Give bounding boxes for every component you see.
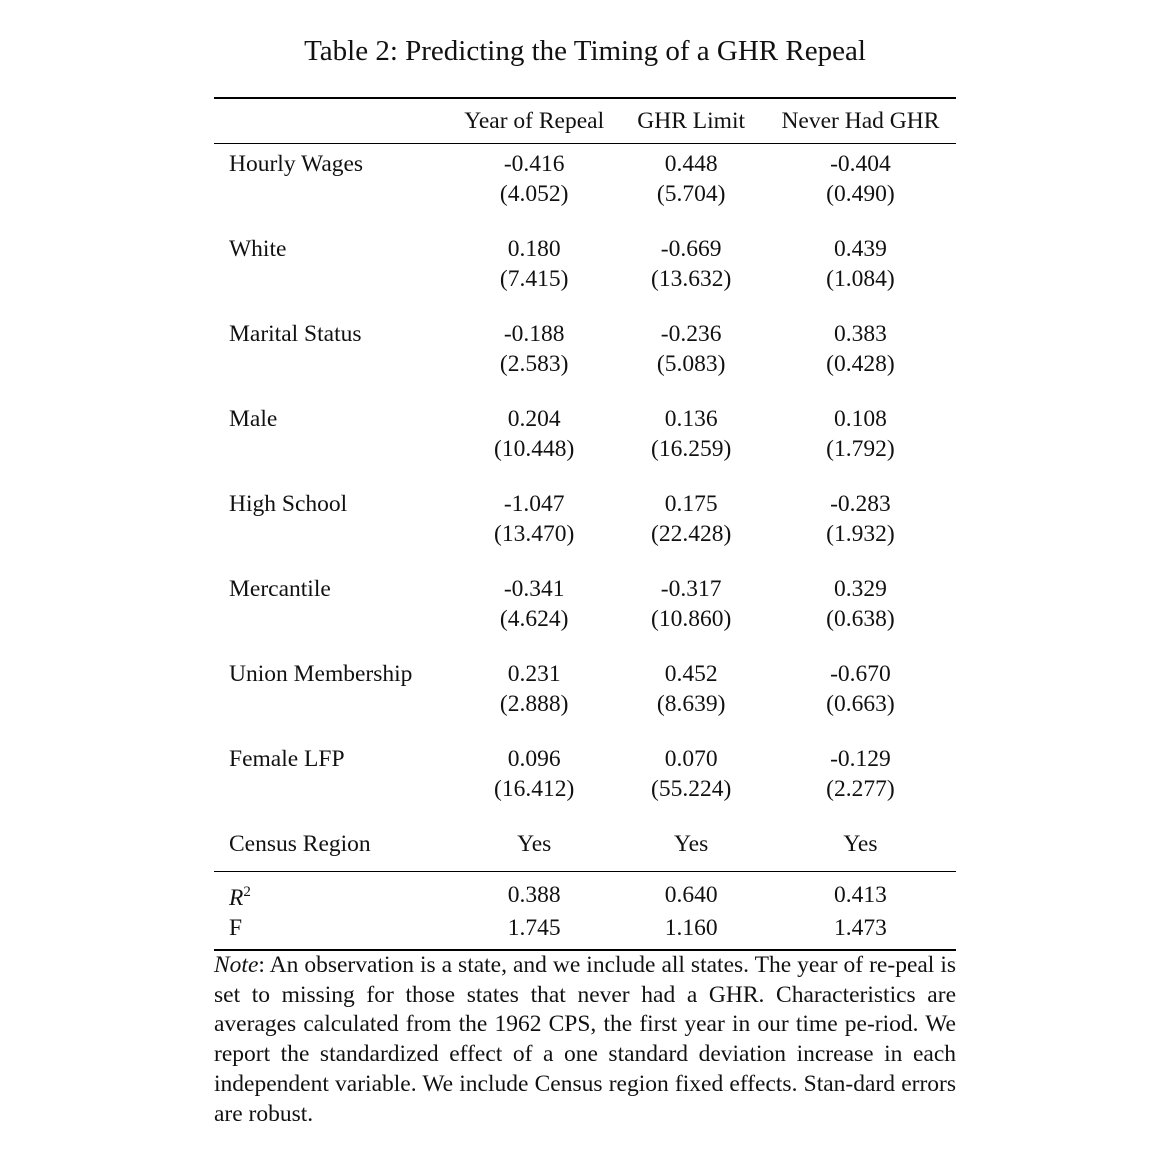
spacer-cell	[214, 549, 451, 574]
r-squared-label	[214, 872, 451, 914]
coefficient-cell: -0.416	[503, 151, 565, 177]
header-year-of-repeal: Year of Repeal	[451, 98, 618, 144]
table-row	[214, 404, 956, 434]
coefficient-cell: 0.136	[664, 406, 718, 432]
f-stat-cell: 1.160	[617, 913, 764, 950]
coefficient-cell: -0.669	[660, 236, 722, 262]
spacer-cell	[451, 379, 618, 404]
row-label: Female LFP	[229, 746, 345, 772]
row-label: Male	[229, 406, 278, 432]
std-error-cell: (10.448)	[494, 436, 575, 462]
row-label-empty	[214, 434, 451, 464]
std-error-cell: (2.277)	[826, 776, 895, 802]
spacer-cell	[765, 464, 956, 489]
row-label: Census Region	[214, 829, 451, 872]
spacer-cell	[451, 209, 618, 234]
regression-table	[214, 97, 956, 951]
spacer-cell	[451, 549, 618, 574]
spacer-cell	[214, 719, 451, 744]
spacer-cell	[214, 804, 451, 829]
census-region-cell: Yes	[617, 829, 764, 872]
table-row-se	[214, 264, 956, 294]
row-spacer	[214, 634, 956, 659]
table-row	[214, 659, 956, 689]
r-squared-base: R	[229, 885, 244, 911]
row-spacer	[214, 719, 956, 744]
coefficient-cell: -0.283	[830, 491, 891, 517]
table-row	[214, 234, 956, 264]
spacer-cell	[214, 464, 451, 489]
row-spacer	[214, 464, 956, 489]
coefficient-cell: -0.341	[503, 576, 565, 602]
coefficient-cell: 0.070	[664, 746, 718, 772]
table-body	[214, 144, 956, 951]
coefficient-cell: 0.383	[833, 321, 887, 347]
coefficient-cell: 0.180	[507, 236, 561, 262]
coefficient-cell: 0.175	[664, 491, 718, 517]
std-error-cell: (0.428)	[826, 351, 895, 377]
std-error-cell: (7.415)	[499, 266, 569, 292]
table-row	[214, 144, 956, 180]
spacer-cell	[765, 634, 956, 659]
row-label-empty	[214, 179, 451, 209]
std-error-cell: (2.583)	[499, 351, 569, 377]
r-squared-superscript: 2	[243, 884, 251, 900]
std-error-cell: (8.639)	[656, 691, 726, 717]
spacer-cell	[765, 379, 956, 404]
row-label-empty	[214, 349, 451, 379]
coefficient-cell: 0.329	[833, 576, 887, 602]
note-label: Note	[214, 952, 259, 978]
table-row-se	[214, 689, 956, 719]
spacer-cell	[451, 719, 618, 744]
coefficient-cell: 0.096	[507, 746, 561, 772]
row-label-empty	[214, 689, 451, 719]
std-error-cell: (10.860)	[651, 606, 732, 632]
row-spacer	[214, 294, 956, 319]
row-label-empty	[214, 774, 451, 804]
std-error-cell: (0.490)	[826, 181, 895, 207]
coefficient-cell: 0.204	[507, 406, 561, 432]
table-row	[214, 319, 956, 349]
coefficient-cell: 0.452	[664, 661, 718, 687]
table-row	[214, 489, 956, 519]
row-spacer	[214, 549, 956, 574]
spacer-cell	[617, 294, 764, 319]
r-squared-cell: 0.640	[664, 882, 718, 908]
f-stat-cell: 1.745	[451, 913, 618, 950]
spacer-cell	[765, 209, 956, 234]
coefficient-cell: -0.236	[660, 321, 722, 347]
spacer-cell	[214, 634, 451, 659]
coefficient-cell: -0.317	[660, 576, 722, 602]
row-label: Hourly Wages	[229, 151, 364, 177]
std-error-cell: (0.638)	[826, 606, 895, 632]
std-error-cell: (16.412)	[494, 776, 575, 802]
table-row-se	[214, 434, 956, 464]
coefficient-cell: -0.404	[830, 151, 891, 177]
spacer-cell	[451, 294, 618, 319]
row-spacer	[214, 804, 956, 829]
spacer-cell	[765, 549, 956, 574]
spacer-cell	[451, 634, 618, 659]
spacer-cell	[617, 464, 764, 489]
coefficient-cell: 0.439	[833, 236, 887, 262]
table-row-se	[214, 604, 956, 634]
r-squared-row	[214, 872, 956, 914]
table-row-se	[214, 519, 956, 549]
spacer-cell	[617, 379, 764, 404]
spacer-cell	[617, 634, 764, 659]
row-label: High School	[229, 491, 348, 517]
f-stat-label: F	[214, 913, 451, 950]
spacer-cell	[214, 379, 451, 404]
coefficient-cell: -0.188	[503, 321, 565, 347]
spacer-cell	[451, 804, 618, 829]
spacer-cell	[765, 804, 956, 829]
table-note	[214, 951, 956, 1129]
std-error-cell: (55.224)	[651, 776, 732, 802]
spacer-cell	[765, 294, 956, 319]
spacer-cell	[617, 804, 764, 829]
coefficient-cell: 0.448	[664, 151, 718, 177]
std-error-cell: (4.052)	[499, 181, 569, 207]
std-error-cell: (22.428)	[651, 521, 732, 547]
spacer-cell	[617, 719, 764, 744]
table-header-row	[214, 98, 956, 144]
row-label-empty	[214, 604, 451, 634]
r-squared-cell: 0.413	[833, 882, 887, 908]
census-region-cell: Yes	[451, 829, 618, 872]
std-error-cell: (13.632)	[651, 266, 732, 292]
row-label: Mercantile	[229, 576, 331, 602]
row-label-empty	[214, 264, 451, 294]
r-squared-cell: 0.388	[507, 882, 561, 908]
f-stat-row	[214, 913, 956, 950]
std-error-cell: (2.888)	[499, 691, 569, 717]
std-error-cell: (1.932)	[826, 521, 895, 547]
table-row	[214, 744, 956, 774]
table-title: Table 2: Predicting the Timing of a GHR Repeal	[304, 35, 866, 67]
row-label: White	[229, 236, 287, 262]
spacer-cell	[617, 209, 764, 234]
coefficient-cell: 0.108	[833, 406, 887, 432]
spacer-cell	[617, 549, 764, 574]
coefficient-cell: -0.670	[830, 661, 891, 687]
row-spacer	[214, 379, 956, 404]
table-row-se	[214, 349, 956, 379]
std-error-cell: (0.663)	[826, 691, 895, 717]
spacer-cell	[214, 294, 451, 319]
spacer-cell	[451, 464, 618, 489]
header-ghr-limit: GHR Limit	[617, 98, 764, 144]
row-spacer	[214, 209, 956, 234]
table-row	[214, 574, 956, 604]
std-error-cell: (1.792)	[826, 436, 895, 462]
std-error-cell: (13.470)	[494, 521, 575, 547]
row-label: Marital Status	[229, 321, 362, 347]
header-blank	[214, 98, 451, 144]
std-error-cell: (1.084)	[826, 266, 895, 292]
note-text: : An observation is a state, and we include all states. The year of re-peal is set to missing for those states that never had a GHR. Characteristics are averages calculated from the 1962 CPS, the first year in our time pe-riod. We report the standardized effect of a one standard deviation increase in each independent variable. We include Census region fixed effects. Stan-dard errors are robust.	[214, 952, 956, 1127]
table-row-se	[214, 774, 956, 804]
header-never-had-ghr: Never Had GHR	[765, 98, 956, 144]
std-error-cell: (5.083)	[656, 351, 726, 377]
coefficient-cell: -0.129	[830, 746, 891, 772]
coefficient-cell: -1.047	[503, 491, 565, 517]
census-region-row	[214, 829, 956, 872]
std-error-cell: (4.624)	[499, 606, 569, 632]
coefficient-cell: 0.231	[507, 661, 561, 687]
table-row-se	[214, 179, 956, 209]
row-label-empty	[214, 519, 451, 549]
spacer-cell	[765, 719, 956, 744]
f-stat-cell: 1.473	[765, 913, 956, 950]
spacer-cell	[214, 209, 451, 234]
census-region-cell: Yes	[765, 829, 956, 872]
std-error-cell: (16.259)	[651, 436, 732, 462]
row-label: Union Membership	[229, 661, 413, 687]
std-error-cell: (5.704)	[656, 181, 726, 207]
